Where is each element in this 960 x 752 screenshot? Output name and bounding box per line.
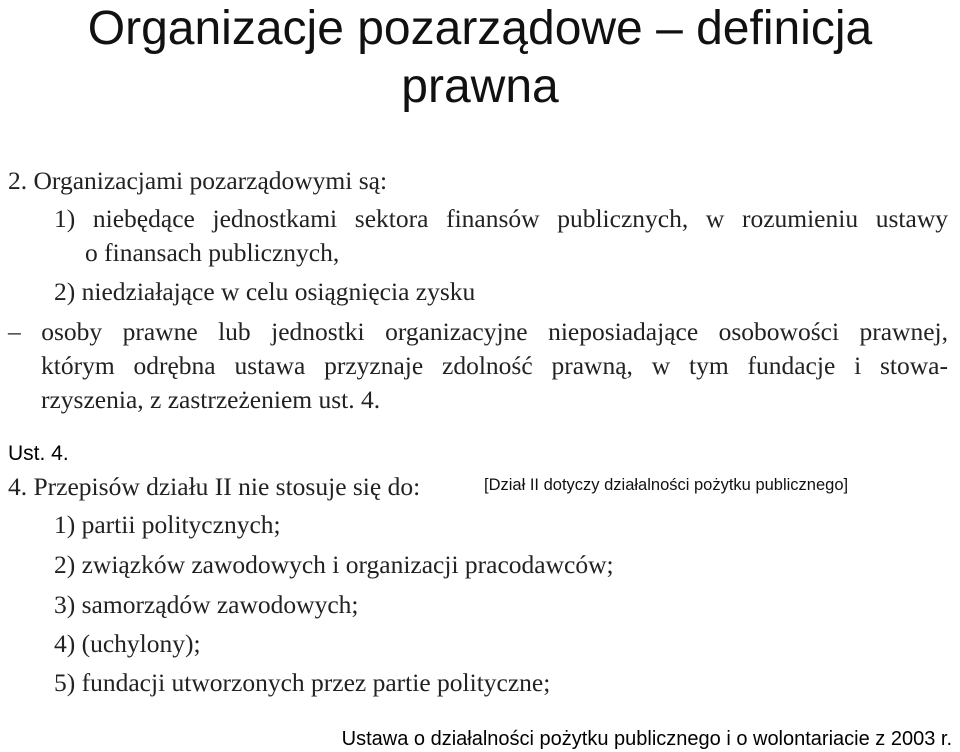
slide-title bbox=[0, 0, 960, 116]
ust4-label: Ust. 4. bbox=[8, 442, 69, 465]
slide-title-line-2: prawna bbox=[401, 60, 559, 113]
ust2-dash-line2: którym odrębna ustawa przyznaje zdolność prawną, w tym fundacje i stowa- bbox=[41, 351, 948, 380]
ust2-item1-line2: o finansach publicznych, bbox=[85, 238, 340, 267]
list-item: 2) związków zawodowych i organizacji pracodawców; bbox=[54, 550, 614, 579]
list-item: 5) fundacji utworzonych przez partie polityczne; bbox=[54, 668, 551, 697]
slide-title-line-1: Organizacje pozarządowe – definicja bbox=[87, 2, 873, 55]
list-item: 1) partii politycznych; bbox=[54, 510, 281, 539]
ust4-note: [Dział II dotyczy działalności pożytku publicznego] bbox=[484, 476, 849, 494]
list-item: 3) samorządów zawodowych; bbox=[54, 590, 359, 619]
ust2-dash-line3: rzyszenia, z zastrzeżeniem ust. 4. bbox=[41, 385, 381, 414]
ust2-dash-line1: – osoby prawne lub jednostki organizacyjne nieposiadające osobowości prawnej, bbox=[8, 317, 948, 346]
ust2-heading: 2. Organizacjami pozarządowymi są: bbox=[8, 166, 388, 195]
ust2-item2: 2) niedziałające w celu osiągnięcia zysku bbox=[54, 277, 476, 306]
ust4-heading: 4. Przepisów działu II nie stosuje się do: bbox=[8, 472, 421, 501]
source-citation: Ustawa o działalności pożytku publicznego i o wolontariacie z 2003 r. bbox=[341, 728, 952, 750]
ust2-item1-line1: 1) niebędące jednostkami sektora finansów publicznych, w rozumieniu ustawy bbox=[54, 204, 948, 233]
list-item: 4) (uchylony); bbox=[54, 629, 201, 658]
